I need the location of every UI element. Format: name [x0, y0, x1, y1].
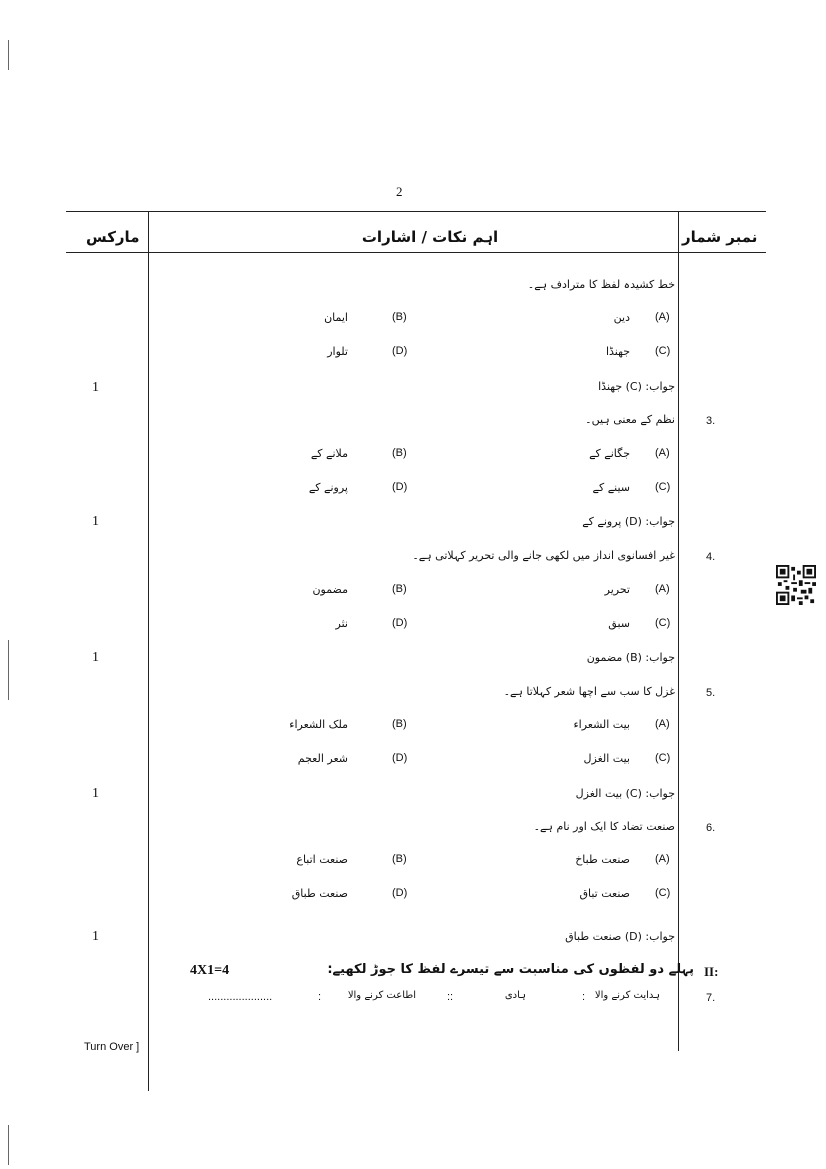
option-text: صنعت طباخ	[575, 853, 630, 866]
option-letter: (D)	[392, 481, 408, 493]
option-letter: (D)	[392, 887, 408, 899]
option-letter: (C)	[655, 345, 671, 357]
option-letter: (C)	[655, 481, 671, 493]
option-text: بیت الشعراء	[573, 718, 630, 731]
option-text: تلوار	[327, 345, 348, 358]
option-letter: (C)	[655, 617, 671, 629]
option-text: جھنڈا	[605, 345, 630, 358]
scan-edge-mark	[8, 1125, 9, 1165]
option-text: ملک الشعراء	[289, 718, 348, 731]
answer-text: جواب: (C) جھنڈا	[598, 380, 675, 393]
turn-over-label: Turn Over ]	[84, 1041, 140, 1053]
marks-value: 1	[92, 786, 99, 801]
question-text: غیر افسانوی انداز میں لکھی جانے والی تحریر کہلاتی ہے۔	[412, 549, 675, 562]
question-number: 7.	[706, 992, 716, 1004]
section-number: II:	[704, 964, 719, 979]
table-top-rule	[66, 211, 766, 212]
option-letter: (A)	[655, 583, 670, 595]
question-number: 6.	[706, 822, 716, 834]
answer-text: جواب: (B) مضمون	[586, 651, 675, 664]
answer-text: جواب: (D) پرونے کے	[582, 515, 675, 528]
option-text: جگانے کے	[589, 447, 630, 460]
scan-edge-mark	[8, 40, 9, 70]
question-text: صنعت تضاد کا ایک اور نام ہے۔	[533, 820, 675, 833]
option-text: صنعت تباق	[579, 887, 630, 900]
points-column-header: اہم نکات / اشارات	[361, 228, 499, 246]
option-letter: (B)	[392, 447, 407, 459]
question-text: خط کشیدہ لفظ کا مترادف ہے۔	[527, 278, 675, 291]
page-number: 2	[396, 184, 403, 199]
number-column-divider	[678, 211, 679, 1051]
option-letter: (B)	[392, 311, 407, 323]
question-text: نظم کے معنی ہیں۔	[585, 413, 675, 426]
table-header-rule	[66, 252, 766, 253]
scan-edge-mark	[8, 640, 9, 700]
option-letter: (C)	[655, 752, 671, 764]
question-number: 5.	[706, 687, 716, 699]
section-marks: 4X1=4	[190, 963, 230, 978]
section-title: پہلے دو لفظوں کی مناسبت سے تیسرے لفظ کا جوڑ لکھیے:	[327, 962, 694, 977]
marks-value: 1	[92, 514, 99, 529]
answer-blank: .....................	[208, 991, 273, 1003]
number-column-header: نمبر شمار	[682, 228, 758, 246]
analogy-word-3: اطاعت کرنے والا	[347, 990, 416, 1001]
option-letter: (D)	[392, 617, 408, 629]
question-text: غزل کا سب سے اچھا شعر کہلاتا ہے۔	[503, 685, 675, 698]
option-text: ملانے کے	[310, 447, 348, 460]
marks-column-divider	[148, 211, 149, 1091]
marks-column-header: مارکس	[86, 228, 140, 246]
option-letter: (A)	[655, 447, 670, 459]
option-letter: (B)	[392, 583, 407, 595]
question-number: 4.	[706, 551, 716, 563]
option-letter: (A)	[655, 311, 670, 323]
question-number: 3.	[706, 415, 716, 427]
marks-value: 1	[92, 650, 99, 665]
option-text: مضمون	[312, 583, 348, 596]
answer-text: جواب: (C) بیت الغزل	[575, 787, 675, 800]
option-letter: (A)	[655, 853, 670, 865]
analogy-word-2: ہادی	[504, 990, 526, 1001]
option-text: پرونے کے	[308, 481, 348, 494]
answer-text: جواب: (D) صنعت طباق	[565, 930, 675, 943]
option-text: دین	[613, 311, 630, 324]
analogy-separator: ::	[447, 991, 454, 1003]
option-letter: (D)	[392, 752, 408, 764]
option-letter: (B)	[392, 718, 407, 730]
option-text: تحریر	[604, 583, 630, 596]
option-text: صنعت طباق	[291, 887, 348, 900]
marks-value: 1	[92, 380, 99, 395]
option-letter: (A)	[655, 718, 670, 730]
option-letter: (D)	[392, 345, 408, 357]
option-text: سبق	[608, 617, 630, 630]
analogy-separator: :	[318, 991, 322, 1003]
option-text: سینے کے	[592, 481, 630, 494]
option-text: شعر العجم	[297, 752, 348, 765]
option-text: ایمان	[324, 311, 348, 324]
option-text: بیت الغزل	[583, 752, 630, 765]
option-letter: (B)	[392, 853, 407, 865]
qr-code-icon	[776, 565, 816, 605]
analogy-word-1: ہدایت کرنے والا	[594, 990, 660, 1001]
option-letter: (C)	[655, 887, 671, 899]
marks-value: 1	[92, 929, 99, 944]
analogy-separator: :	[582, 991, 586, 1003]
option-text: نثر	[335, 617, 348, 630]
option-text: صنعت اتباع	[296, 853, 348, 866]
